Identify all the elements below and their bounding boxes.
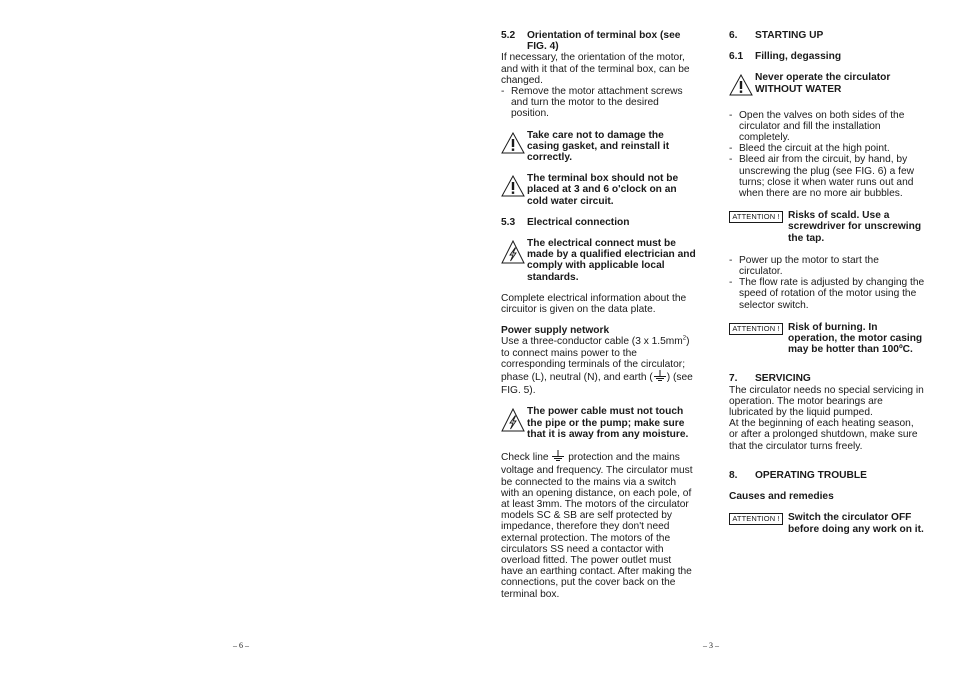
paragraph: The circulator needs no special servicing in operation. The motor bearings are lubricated by the liquid pumped. [729, 384, 924, 419]
attention-badge: ATTENTION ! [729, 513, 783, 525]
attention-text: Switch the circulator OFF before doing any work on it. [788, 512, 924, 535]
attention-text: Risks of scald. Use a screwdriver for unscrewing the tap. [788, 210, 922, 244]
paragraph-check-line: Check line protection and the mains voltage and frequency. The circulator must be connected to the mains via a switch with an opening distance, on each pole, of at least 3mm. The motors of the circulator models SC & SB are self protected by impedance, therefore they don't need external protection. The motors of the circulators SS need a contactor with overload fitted. The power outlet must have an earthing contact. After making the connections, put the cover back on the terminal box. [501, 452, 693, 600]
section-8-heading [729, 470, 925, 481]
warning-text: The electrical connect must be made by a qualified electrician and comply with applicable local standards. [527, 238, 696, 283]
attention-badge: ATTENTION ! [729, 211, 783, 223]
warning-casing-gasket [501, 130, 696, 164]
page-number-left: – 6 – [233, 641, 249, 650]
list-item: - Open the valves on both sides of the circulator and fill the installation completely. [729, 110, 925, 144]
section-number: 6. [729, 30, 738, 41]
attention-badge: ATTENTION ! [729, 323, 783, 335]
section-number: 5.3 [501, 216, 516, 228]
electric-hazard-icon [501, 238, 527, 267]
section-title: Orientation of terminal box (see FIG. 4) [527, 30, 681, 53]
subheading-causes: Causes and remedies [729, 491, 834, 503]
section-title: Electrical connection [527, 216, 630, 228]
warning-text: Never operate the circulator WITHOUT WATER [755, 72, 891, 95]
paragraph: Complete electrical information about the circuitor is given on the data plate. [501, 292, 687, 316]
filling-steps-list [729, 110, 925, 200]
warning-without-water [729, 72, 925, 99]
list-item: - Bleed air from the circuit, by hand, by unscrewing the plug (see FIG. 6) a few turns; close it when water runs out and when there are no more air bubbles. [729, 154, 925, 199]
earth-ground-icon [653, 370, 667, 385]
warning-text: Take care not to damage the casing gasket, and reinstall it correctly. [527, 129, 670, 164]
attention-text: Risk of burning. In operation, the motor casing may be hotter than 100ºC. [788, 321, 923, 356]
section-5-3-heading [501, 217, 696, 228]
section-title: SERVICING [755, 373, 811, 385]
left-page-column [501, 30, 696, 600]
attention-burning [729, 322, 925, 356]
section-title: OPERATING TROUBLE [755, 469, 867, 481]
section-title: Filling, degassing [755, 51, 842, 63]
warning-triangle-icon [501, 173, 527, 200]
warning-text: The power cable must not touch the pipe or the pump; make sure that it is away from any moisture. [527, 406, 689, 440]
list-item: - The flow rate is adjusted by changing the speed of rotation of the motor using the selector switch. [729, 277, 925, 311]
page-number-right: – 3 – [703, 641, 719, 650]
warning-power-cable [501, 406, 696, 440]
warning-text: The terminal box should not be placed at 3 and 6 o'clock on an cold water circuit. [527, 173, 679, 207]
list-item: - Remove the motor attachment screws and turn the motor to the desired position. [501, 86, 696, 120]
warning-triangle-icon [729, 72, 755, 99]
section-number: 6.1 [729, 51, 744, 63]
section-7-heading [729, 373, 925, 384]
section-number: 7. [729, 373, 738, 385]
list-item: - Power up the motor to start the circulator. [729, 255, 925, 277]
warning-qualified-electrician [501, 238, 696, 283]
section-6-1-heading [729, 51, 925, 62]
section-title: STARTING UP [755, 30, 824, 41]
attention-scald [729, 210, 925, 244]
right-page-column [729, 30, 925, 535]
section-number: 8. [729, 469, 738, 481]
instruction-list [501, 86, 696, 120]
section-5-2-heading [501, 30, 696, 52]
list-item: - Bleed the circuit at the high point. [729, 143, 925, 154]
paragraph-power-supply: Use a three-conductor cable (3 x $1.5mm^2$) to connect mains power to the corresponding terminals of the circulator; phase (L), neutral (N), and earth ( ) (see FIG. 5). [501, 336, 693, 397]
earth-ground-icon [551, 450, 565, 465]
paragraph: At the beginning of each heating season, or after a prolonged shutdown, make sure that the circulator turns freely. [729, 418, 918, 452]
subheading-power-supply: Power supply network [501, 325, 610, 337]
attention-switch-off [729, 512, 925, 534]
warning-triangle-icon [501, 130, 527, 157]
warning-terminal-box [501, 173, 696, 207]
section-6-heading [729, 30, 925, 41]
startup-steps-list [729, 255, 925, 311]
electric-hazard-icon [501, 406, 527, 435]
section-number: 5.2 [501, 30, 516, 41]
paragraph: If necessary, the orientation of the motor, and with it that of the terminal box, can be changed. [501, 52, 690, 86]
